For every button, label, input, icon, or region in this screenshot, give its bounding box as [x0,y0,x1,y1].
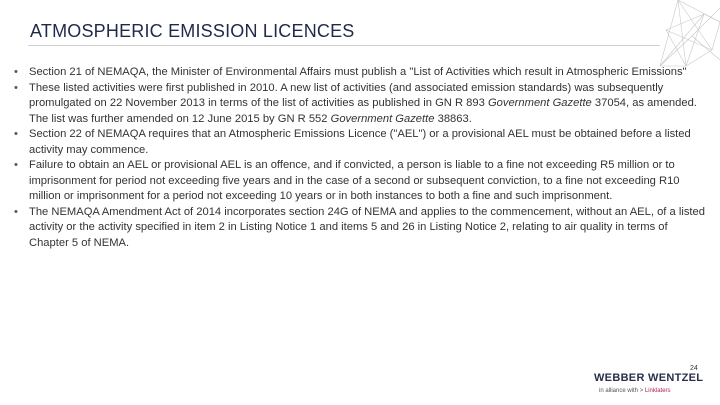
decorative-line-pattern [600,0,720,70]
title-divider [28,45,660,46]
webber-wentzel-logo: WEBBER WENTZEL [594,372,704,384]
bullet-item [14,205,706,252]
bullet-item [14,158,706,205]
bullet-item [14,65,706,81]
bullet-text-italic: Government Gazette [330,112,435,125]
bullet-item [14,81,706,128]
bullet-list [14,65,706,251]
bullet-text: Section 21 of NEMAQA, the Minister of Environmental Affairs must publish a "List of Activities which result in Atmospheric Emissions" [29,66,687,78]
bullet-marker: • [14,66,18,78]
linklaters-logo: Linklaters [644,388,671,394]
bullet-text-italic: Government Gazette [487,97,592,109]
slide-title: ATMOSPHERIC EMISSION LICENCES [30,21,355,41]
bullet-marker: • [14,159,18,171]
bullet-text: 37054, as amended. The list was further amended on 12 June 2015 by GN R 552 [29,97,697,125]
bullet-text: 38863. [434,112,472,125]
bullet-marker: • [14,128,18,140]
logo-tagline-prefix: in alliance with > [599,388,645,394]
bullet-item [14,127,706,158]
bullet-marker: • [14,205,18,218]
page-number: 24 [690,365,698,372]
bullet-marker: • [14,81,18,94]
bullet-text: These listed activities were first published in 2010. A new list of activities (and associated emission standards) was subsequently promulgated on 22 November 2013 in terms of the list of activities as published in GN R 893 [29,81,664,109]
bullet-text: Section 22 of NEMAQA requires that an Atmospheric Emissions Licence ("AEL") or a provisional AEL must be obtained before a listed activity may commence. [29,128,691,156]
bullet-text: Failure to obtain an AEL or provisional AEL is an offence, and if convicted, a person is liable to a fine not exceeding R5 million or to imprisonment for period not exceeding five years and in the case of a second or subsequent conviction, to a fine not exceeding R10 million or imprisonment for a period not exceeding 10 years or in both instances to both a fine and such imprisonment. [29,159,680,202]
bullet-text: The NEMAQA Amendment Act of 2014 incorporates section 24G of NEMA and applies to the commencement, without an AEL, of a listed activity or the activity specified in item 2 in Listing Notice 1 and items 5 and 26 in Listing Notice 2, relating to air quality in terms of Chapter 5 of NEMA. [29,205,705,249]
logo-tagline [599,388,671,394]
